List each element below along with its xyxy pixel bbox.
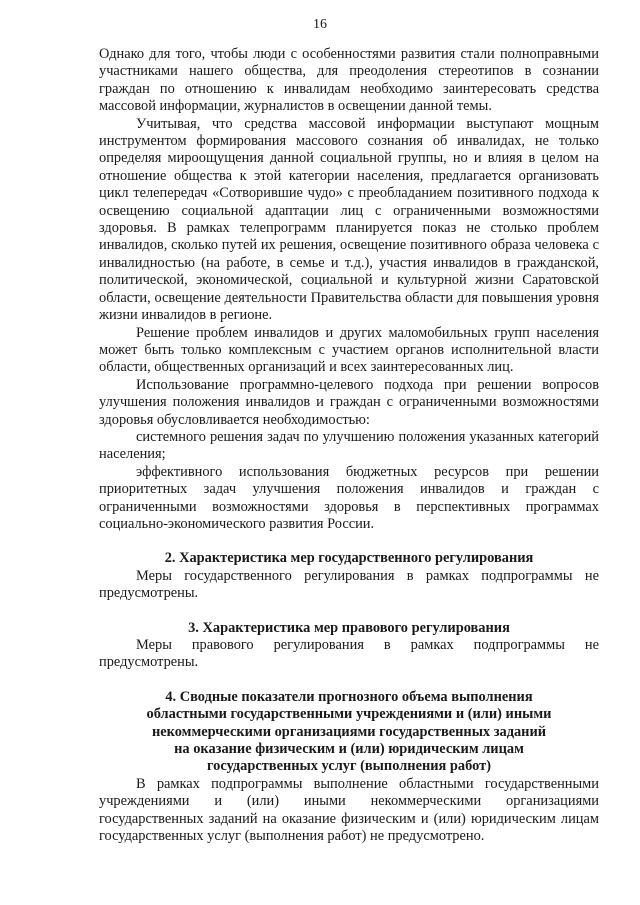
- spacer: [99, 603, 599, 620]
- section-4-title-line-2: областными государственными учреждениями и (или) иными: [146, 706, 552, 723]
- intro-paragraph-5: системного решения задач по улучшению положения указанных категорий населения;: [99, 428, 599, 463]
- section-4-text: В рамках подпрограммы выполнение областными государственными учреждениями и (или) иными некоммерческими организациями государственных заданий на оказание физическим и (или) юридическим лицам государственных услуг (выполнения работ) не предусмотрено.: [99, 775, 599, 845]
- intro-paragraph-1: Однако для того, чтобы люди с особенностями развития стали полноправными участниками нашего общества, для преодоления стереотипов в сознании граждан по отношению к инвалидам необходимо заинтересовать средства массовой информации, журналистов в освещении данной темы.: [99, 46, 599, 115]
- section-4-title-line-3: некоммерческими организациями государственных заданий: [151, 723, 547, 740]
- section-4-title-line-5: государственных услуг (выполнения работ): [207, 758, 491, 775]
- section-2-text: Меры государственного регулирования в рамках подпрограммы не предусмотрены.: [99, 567, 599, 602]
- section-3-title: 3. Характеристика мер правового регулирования: [188, 619, 510, 636]
- section-2-title: 2. Характеристика мер государственного регулирования: [164, 550, 534, 567]
- spacer: [99, 533, 599, 550]
- intro-paragraph-6: эффективного использования бюджетных ресурсов при решении приоритетных задач улучшения положения инвалидов и граждан с ограниченными возможностями здоровья в перспективных программах социально-экономического развития России.: [99, 463, 599, 532]
- intro-paragraph-2: Учитывая, что средства массовой информации выступают мощным инструментом формирования массового сознания об инвалидах, не только определяя мироощущения данной социальной группы, но и влияя в целом на отношение общества к этой категории населения, предлагается организовать цикл телепередач «Сотворившие чудо» с преобладанием позитивного подхода к освещению социальной адаптации лиц с ограниченными возможностями здоровья. В рамках телепрограмм планируется показ не столько проблем инвалидов, сколько путей их решения, освещение позитивного образа человека с инвалидностью (на работе, в семье и т.д.), участия инвалидов в гражданской, политической, экономической, социальной и культурной жизни Саратовской области, освещение деятельности Правительства области для повышения уровня жизни инвалидов в регионе.: [99, 115, 599, 324]
- page-content: [99, 46, 599, 845]
- section-4-title-line-4: на оказание физическим и (или) юридическим лицам: [174, 741, 524, 758]
- intro-paragraph-4: Использование программно-целевого подхода при решении вопросов улучшения положения инвалидов и граждан с ограниченными возможностями здоровья обусловливается необходимостью:: [99, 376, 599, 428]
- spacer: [99, 672, 599, 689]
- section-3-text: Меры правового регулирования в рамках подпрограммы не предусмотрены.: [99, 637, 599, 671]
- intro-paragraph-3: Решение проблем инвалидов и других маломобильных групп населения может быть только комплексным с участием органов исполнительной власти области, общественных организаций и всех заинтересованных лиц.: [99, 324, 599, 376]
- page-number: 16: [313, 17, 327, 32]
- section-4-title-line-1: 4. Сводные показатели прогнозного объема выполнения: [165, 688, 533, 705]
